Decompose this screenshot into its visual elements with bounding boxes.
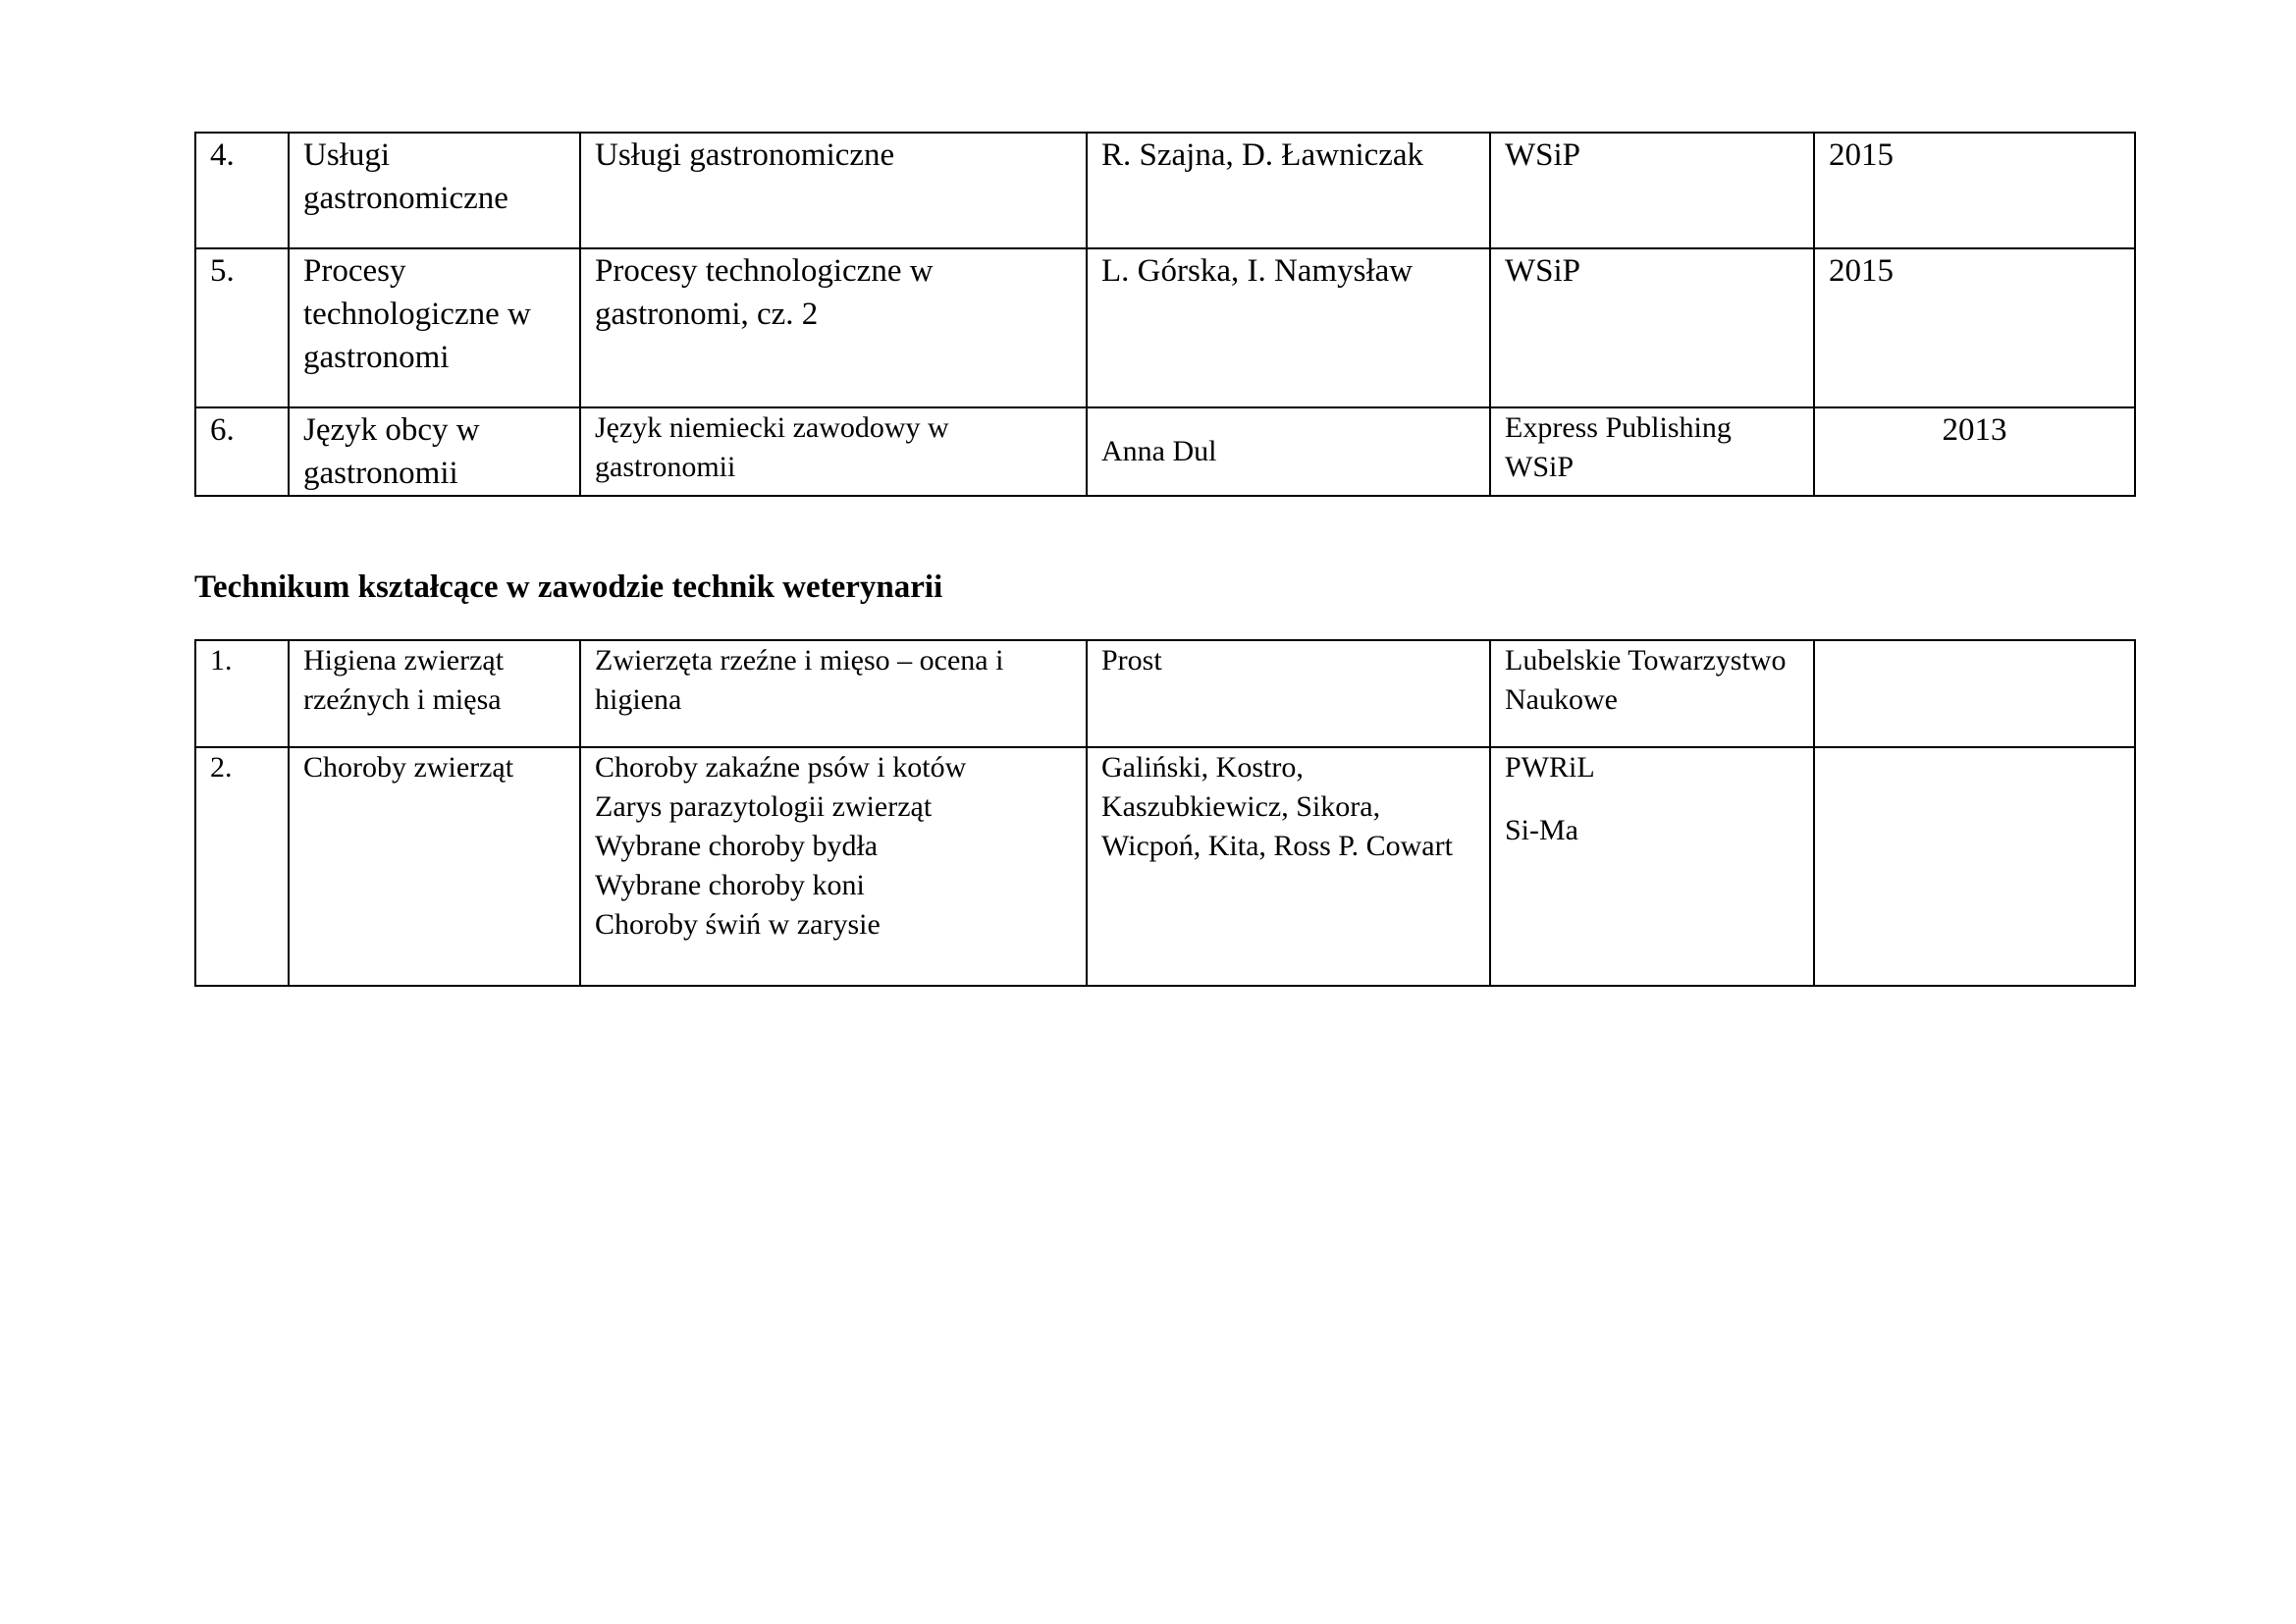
year-cell: 2015 [1814, 248, 2135, 407]
publisher-line: WSiP [1505, 451, 1575, 483]
authors-cell: Prost [1087, 640, 1490, 747]
line-gap [1505, 787, 1799, 811]
title-line: Wybrane choroby koni [595, 869, 865, 901]
title-cell: Procesy technologiczne w gastronomi, cz. 2 [580, 248, 1087, 407]
section-heading: Technikum kształcące w zawodzie technik weterynarii [194, 569, 943, 605]
subject-cell: Język obcy w gastronomii [289, 407, 580, 496]
title-cell [580, 747, 1087, 986]
year-cell: 2015 [1814, 133, 2135, 248]
year-cell [1814, 640, 2135, 747]
title-line: Zarys parazytologii zwierząt [595, 790, 933, 823]
subject-cell: Higiena zwierząt rzeźnych i mięsa [289, 640, 580, 747]
title-line: Choroby świń w zarysie [595, 908, 881, 941]
row-number: 1. [195, 640, 289, 747]
row-number: 6. [195, 407, 289, 496]
table-row [195, 407, 2135, 496]
title-cell: Zwierzęta rzeźne i mięso – ocena i higiena [580, 640, 1087, 747]
publisher-cell [1490, 407, 1814, 496]
year-cell [1814, 747, 2135, 986]
authors-cell: L. Górska, I. Namysław [1087, 248, 1490, 407]
gastronomy-textbook-table [194, 132, 2136, 497]
subject-cell: Usługi gastronomiczne [289, 133, 580, 248]
year-cell: 2013 [1814, 407, 2135, 496]
row-number: 4. [195, 133, 289, 248]
title-line: Choroby zakaźne psów i kotów [595, 751, 967, 784]
veterinary-textbook-table [194, 639, 2136, 987]
publisher-line: Si-Ma [1505, 814, 1578, 846]
title-cell: Język niemiecki zawodowy w gastronomii [580, 407, 1087, 496]
publisher-cell: WSiP [1490, 133, 1814, 248]
publisher-line: PWRiL [1505, 751, 1595, 784]
table-row [195, 747, 2135, 986]
authors-cell: Galiński, Kostro, Kaszubkiewicz, Sikora, Wicpoń, Kita, Ross P. Cowart [1087, 747, 1490, 986]
table-row [195, 248, 2135, 407]
publisher-cell [1490, 747, 1814, 986]
publisher-cell: Lubelskie Towarzystwo Naukowe [1490, 640, 1814, 747]
title-cell: Usługi gastronomiczne [580, 133, 1087, 248]
row-number: 2. [195, 747, 289, 986]
publisher-cell: WSiP [1490, 248, 1814, 407]
row-number: 5. [195, 248, 289, 407]
subject-cell: Procesy technologiczne w gastronomi [289, 248, 580, 407]
authors-cell: R. Szajna, D. Ławniczak [1087, 133, 1490, 248]
authors-cell: Anna Dul [1087, 407, 1490, 496]
table-row [195, 640, 2135, 747]
publisher-line: Express Publishing [1505, 411, 1732, 444]
subject-cell: Choroby zwierząt [289, 747, 580, 986]
title-line: Wybrane choroby bydła [595, 830, 879, 862]
table-row [195, 133, 2135, 248]
